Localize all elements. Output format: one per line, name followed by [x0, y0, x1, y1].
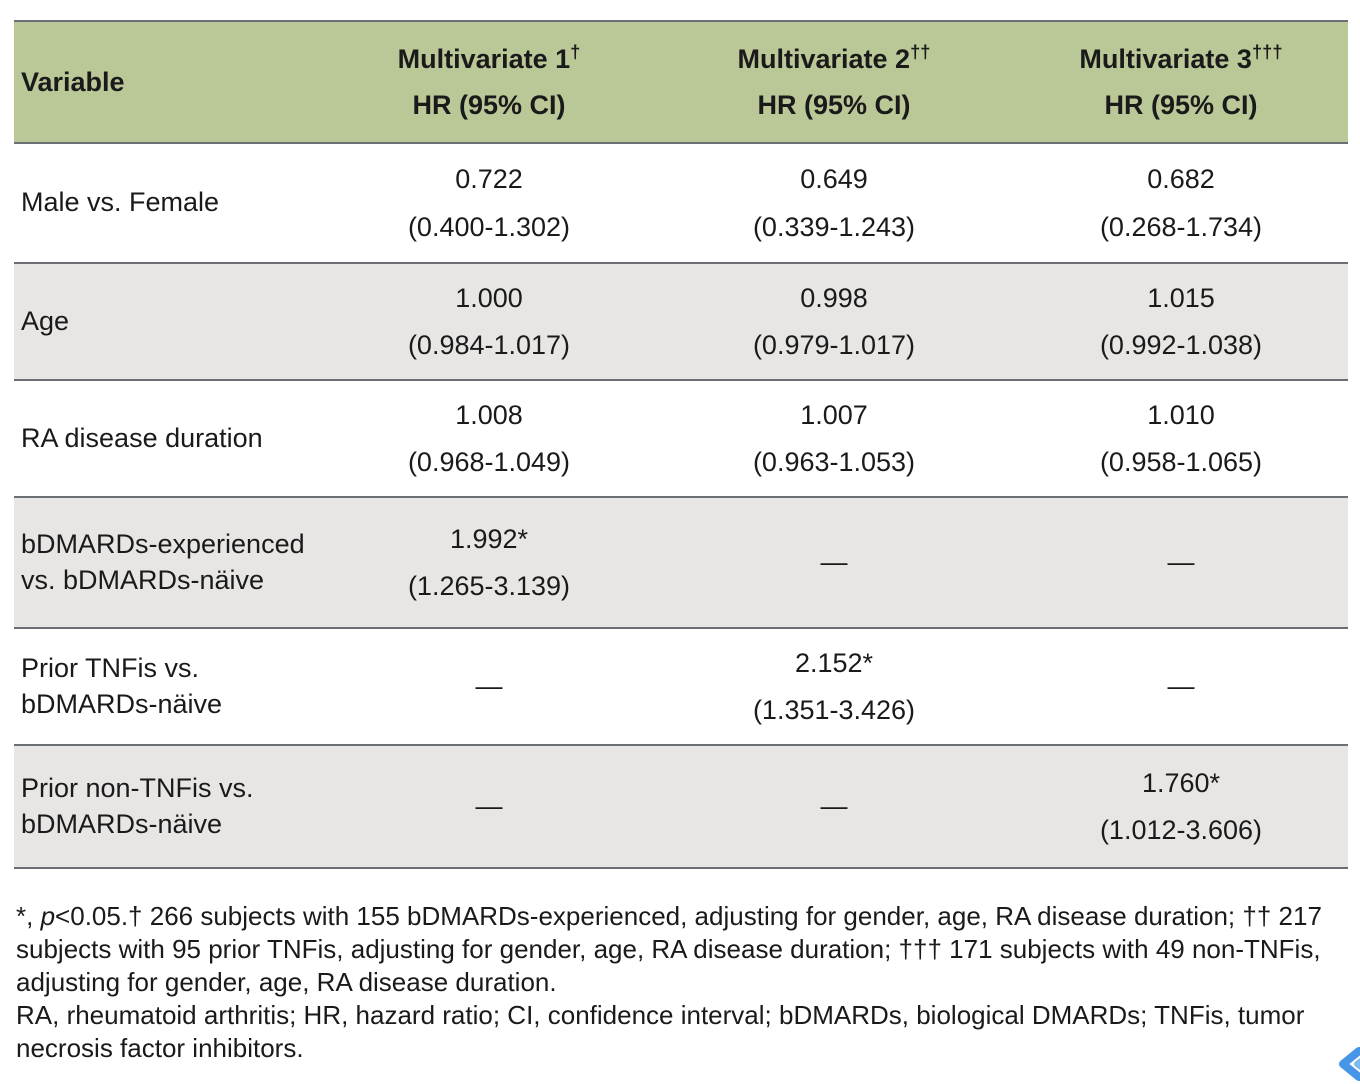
hr-cell — [324, 144, 654, 262]
variable-label: bDMARDs-experienced — [21, 528, 305, 559]
variable-cell — [14, 144, 324, 262]
header-multivariate-1-title — [398, 43, 581, 75]
hr-value: 0.722 — [455, 164, 523, 195]
ci-value: (1.351-3.426) — [752, 695, 916, 725]
hr-cell — [1014, 746, 1348, 867]
hr-cell — [1014, 629, 1348, 744]
hr-value: 1.010 — [1147, 399, 1215, 430]
ci-value: (0.958-1.065) — [1099, 447, 1263, 477]
table-row — [14, 498, 1348, 629]
variable-label: Prior non-TNFis vs. — [21, 772, 254, 803]
ci-value: (1.012-3.606) — [1099, 815, 1263, 845]
no-data-dash: — — [1167, 547, 1195, 578]
table-row — [14, 381, 1348, 498]
hr-cell — [654, 264, 1014, 379]
dagger-superscript: † — [570, 41, 581, 63]
hr-value: 1.015 — [1147, 282, 1215, 313]
hr-cell — [324, 629, 654, 744]
hr-value: 2.152* — [794, 647, 874, 678]
hr-cell — [1014, 264, 1348, 379]
hr-cell — [654, 746, 1014, 867]
header-multivariate-2-cell — [654, 22, 1014, 142]
hr-value: 1.992* — [449, 523, 529, 554]
ci-value: (0.268-1.734) — [1099, 211, 1263, 242]
variable-cell — [14, 381, 324, 496]
header-multivariate-3-title — [1079, 43, 1282, 75]
header-title-text: Multivariate 3 — [1079, 44, 1252, 75]
header-title-text: Multivariate 2 — [737, 44, 911, 75]
dagger-superscript: ††† — [1251, 41, 1283, 63]
variable-cell — [14, 746, 324, 867]
variable-label: Prior TNFis vs. — [21, 652, 200, 683]
ci-value: (0.992-1.038) — [1099, 330, 1263, 360]
table-header-row — [14, 22, 1348, 144]
hr-value: 0.649 — [800, 164, 868, 195]
table-row — [14, 144, 1348, 264]
header-multivariate-2-subtitle: HR (95% CI) — [757, 89, 911, 120]
ci-value: (0.339-1.243) — [752, 211, 916, 242]
ci-value: (0.984-1.017) — [407, 330, 571, 360]
no-data-dash: — — [820, 547, 848, 578]
footnote-star: *, — [16, 901, 41, 931]
no-data-dash: — — [475, 791, 503, 822]
hr-cell — [654, 629, 1014, 744]
footnote-abbreviations: RA, rheumatoid arthritis; HR, hazard ratio; CI, confidence interval; bDMARDs, biological DMARDs; TNFis, tumor necrosis factor inhibitors. — [16, 1000, 1305, 1064]
hr-value: 1.008 — [455, 399, 523, 430]
ci-value: (0.979-1.017) — [752, 330, 916, 360]
table-row — [14, 264, 1348, 381]
footnote-significance — [16, 900, 1346, 999]
table-footnotes — [14, 900, 1346, 1065]
hr-cell — [654, 381, 1014, 496]
ci-value: (0.968-1.049) — [407, 447, 571, 477]
hr-value: 1.007 — [800, 399, 868, 430]
ci-value: (0.963-1.053) — [752, 447, 916, 477]
variable-label: Male vs. Female — [21, 187, 220, 218]
hr-cell — [324, 498, 654, 627]
dagger-superscript: †† — [910, 41, 931, 63]
variable-label-line2: bDMARDs-näive — [21, 688, 223, 719]
hr-cell — [1014, 144, 1348, 262]
footnote-significance-text: <0.05.† 266 subjects with 155 bDMARDs-experienced, adjusting for gender, age, RA disease duration; †† 217 subjects with 95 prior TNFis, adjusting for gender, age, RA disease duration; ††† 171 subjects with 49 non-TNFis, adjusting for gender, age, RA disease duration. — [16, 901, 1322, 998]
variable-label-line2: vs. bDMARDs-näive — [21, 564, 265, 595]
no-data-dash: — — [475, 671, 503, 702]
no-data-dash: — — [820, 791, 848, 822]
no-data-dash: — — [1167, 671, 1195, 702]
footnote-p-italic: p — [40, 901, 56, 931]
hr-cell — [324, 746, 654, 867]
header-variable-cell — [14, 22, 324, 142]
hr-cell — [324, 381, 654, 496]
hr-cell — [654, 144, 1014, 262]
header-multivariate-1-subtitle: HR (95% CI) — [412, 89, 566, 120]
hr-cell — [654, 498, 1014, 627]
table-row — [14, 746, 1348, 869]
hr-value: 0.682 — [1147, 164, 1215, 195]
ci-value: (1.265-3.139) — [407, 571, 571, 601]
header-variable-label: Variable — [21, 66, 125, 97]
header-multivariate-1-cell — [324, 22, 654, 142]
ci-value: (0.400-1.302) — [407, 211, 571, 242]
blue-chevron-left-glyph — [1333, 1046, 1360, 1082]
header-multivariate-3-subtitle: HR (95% CI) — [1104, 89, 1258, 120]
variable-label-line2: bDMARDs-näive — [21, 808, 223, 839]
table-row — [14, 629, 1348, 746]
variable-cell — [14, 498, 324, 627]
hr-value: 1.760* — [1141, 767, 1221, 798]
header-multivariate-2-title — [738, 43, 931, 75]
variable-cell — [14, 264, 324, 379]
hazard-ratio-table — [14, 20, 1348, 869]
hr-cell — [1014, 498, 1348, 627]
variable-cell — [14, 629, 324, 744]
hr-value: 1.000 — [455, 282, 523, 313]
variable-label: RA disease duration — [21, 422, 263, 453]
variable-label: Age — [21, 305, 70, 336]
blue-chevron-left-icon[interactable] — [1333, 1046, 1360, 1082]
hr-value: 0.998 — [800, 282, 868, 313]
header-title-text: Multivariate 1 — [397, 44, 571, 75]
hr-cell — [324, 264, 654, 379]
hr-cell — [1014, 381, 1348, 496]
header-multivariate-3-cell — [1014, 22, 1348, 142]
